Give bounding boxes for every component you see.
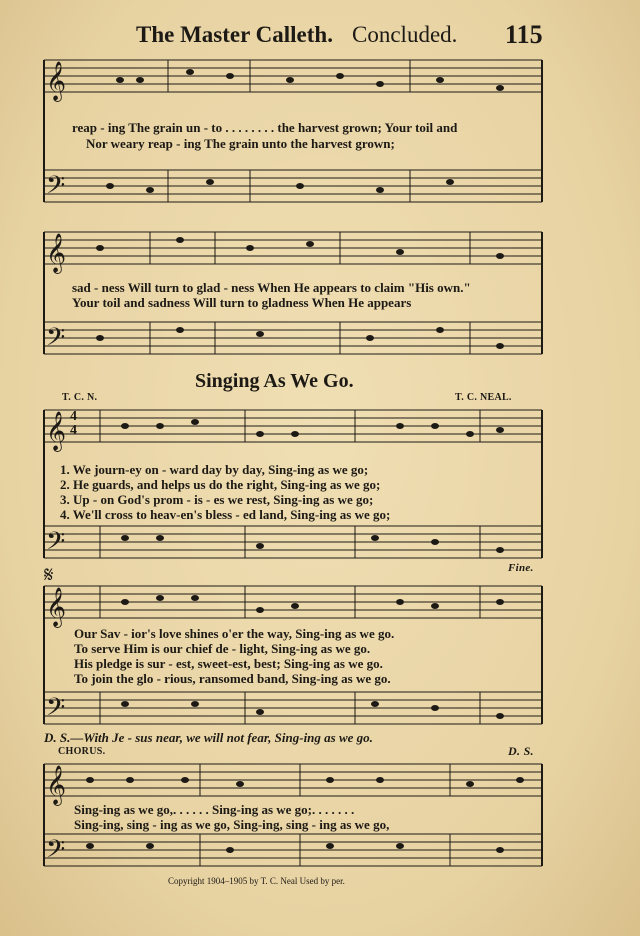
verse-line-2: 2. He guards, and helps us do the right, Sing-ing as we go; <box>60 477 381 492</box>
verse-line-4: 4. We'll cross to heav-en's bless - ed land, Sing-ing as we go; <box>60 507 391 522</box>
staff-treble-2 <box>44 232 542 264</box>
page-number: 115 <box>505 20 543 49</box>
treble-clef-icon: 𝄞 <box>46 587 67 627</box>
ds-mark: D. S. <box>508 744 534 758</box>
bass-clef-icon: 𝄢 <box>46 835 66 870</box>
refrain-line-4: To join the glo - rious, ransomed band, Sing-ing as we go. <box>74 671 391 686</box>
staff-treble-1 <box>44 60 542 92</box>
chorus-line-1: Sing-ing as we go,. . . . . . Sing-ing as we go;. . . . . . . <box>74 802 355 817</box>
treble-clef-icon: 𝄞 <box>46 411 67 451</box>
bass-clef-icon: 𝄢 <box>46 527 66 562</box>
treble-clef-icon: 𝄞 <box>46 233 67 273</box>
song-title: Singing As We Go. <box>195 370 354 392</box>
treble-clef-icon: 𝄞 <box>46 61 67 101</box>
staff-bass-1 <box>44 170 542 202</box>
ds-line: D. S.—With Je - sus near, we will not fear, Sing-ing as we go. <box>44 730 373 745</box>
author-initials: T. C. N. <box>62 392 98 403</box>
staff-treble-5 <box>44 764 542 796</box>
segno-icon: 𝄋 <box>44 563 54 588</box>
lyric-line: reap - ing The grain un - to . . . . . . . . the harvest grown; Your toil and <box>72 120 458 135</box>
staff-treble-4 <box>44 586 542 618</box>
refrain-line-2: To serve Him is our chief de - light, Sing-ing as we go. <box>74 641 371 656</box>
staff-bass-5 <box>44 834 542 866</box>
verse-line-1: 1. We journ-ey on - ward day by day, Sing-ing as we go; <box>60 462 369 477</box>
refrain-line-3: His pledge is sur - est, sweet-est, best; Sing-ing as we go. <box>74 656 383 671</box>
bass-clef-icon: 𝄢 <box>46 171 66 206</box>
lyric-line: Your toil and sadness Will turn to gladness When He appears <box>72 295 412 310</box>
chorus-label: CHORUS. <box>58 746 106 757</box>
staff-treble-3 <box>44 410 542 442</box>
chorus-line-2: Sing-ing, sing - ing as we go, Sing-ing, sing - ing as we go, <box>74 817 390 832</box>
fine-mark: Fine. <box>508 562 534 574</box>
bass-clef-icon: 𝄢 <box>46 693 66 728</box>
staff-bass-4 <box>44 692 542 724</box>
treble-clef-icon: 𝄞 <box>46 765 67 805</box>
lyric-line: sad - ness Will turn to glad - ness When He appears to claim "His own." <box>72 280 471 295</box>
verse-line-3: 3. Up - on God's prom - is - es we rest, Sing-ing as we go; <box>60 492 374 507</box>
time-signature: 4 4 <box>70 409 77 438</box>
bass-clef-icon: 𝄢 <box>46 323 66 358</box>
refrain-line-1: Our Sav - ior's love shines o'er the way, Sing-ing as we go. <box>74 626 395 641</box>
hymn-subtitle: Concluded. <box>352 22 458 47</box>
hymn-title: The Master Calleth. <box>136 22 333 47</box>
staff-bass-3 <box>44 526 542 558</box>
composer-name: T. C. NEAL. <box>455 392 512 403</box>
lyric-line: Nor weary reap - ing The grain unto the harvest grown; <box>86 136 395 151</box>
copyright-notice: Copyright 1904–1905 by T. C. Neal Used by per. <box>168 876 345 886</box>
staff-bass-2 <box>44 322 542 354</box>
